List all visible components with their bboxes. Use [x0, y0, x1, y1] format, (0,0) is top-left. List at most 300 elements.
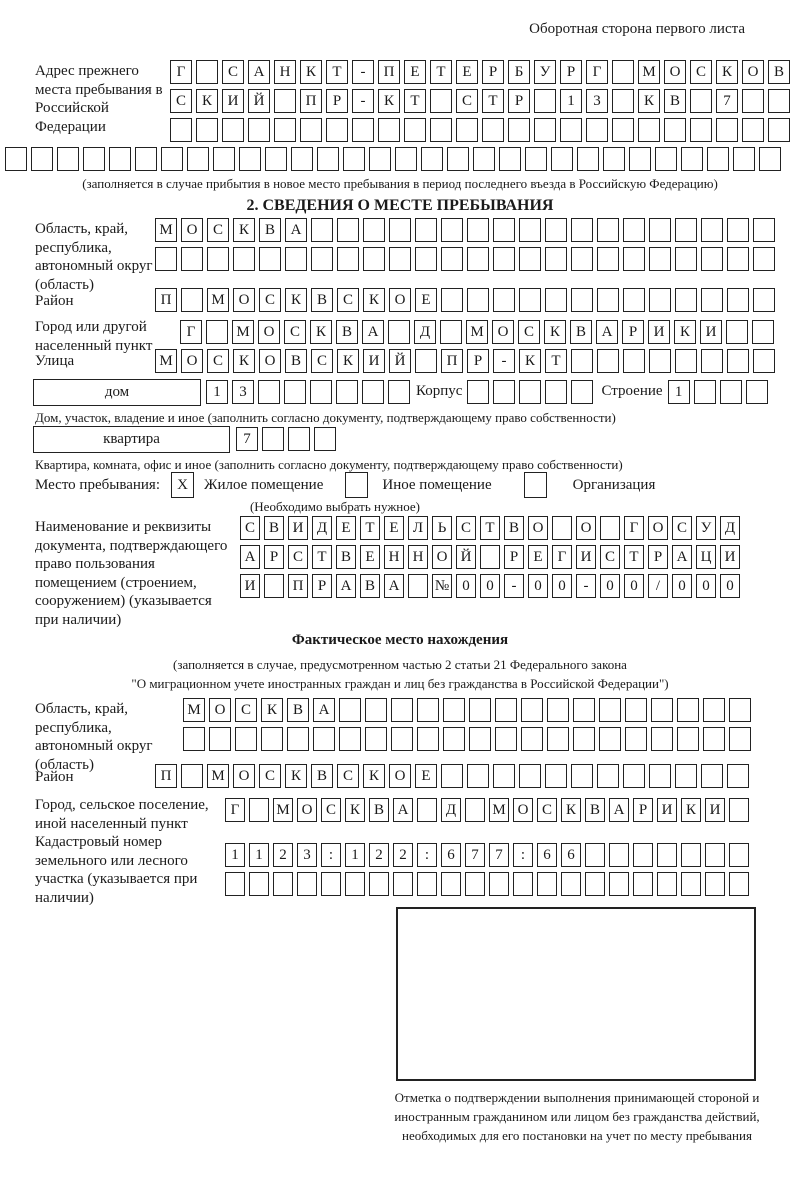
char-box[interactable]: М [183, 698, 205, 722]
char-box[interactable]: О [233, 764, 255, 788]
char-box[interactable] [441, 247, 463, 271]
char-box[interactable] [675, 247, 697, 271]
char-box[interactable]: 6 [441, 843, 461, 867]
char-box[interactable] [612, 89, 634, 113]
char-box[interactable] [623, 247, 645, 271]
char-box[interactable] [561, 872, 581, 896]
char-box[interactable] [597, 764, 619, 788]
char-box[interactable] [752, 320, 774, 344]
char-box[interactable] [83, 147, 105, 171]
char-box[interactable] [109, 147, 131, 171]
char-box[interactable]: О [528, 516, 548, 540]
char-box[interactable] [415, 349, 437, 373]
char-box[interactable] [577, 147, 599, 171]
char-box[interactable] [291, 147, 313, 171]
char-box[interactable]: О [742, 60, 764, 84]
char-box[interactable]: 0 [696, 574, 716, 598]
char-box[interactable]: А [336, 574, 356, 598]
char-box[interactable] [625, 698, 647, 722]
char-box[interactable]: 1 [225, 843, 245, 867]
char-box[interactable] [465, 872, 485, 896]
char-box[interactable]: К [363, 764, 385, 788]
char-box[interactable]: Р [504, 545, 524, 569]
char-box[interactable]: 2 [369, 843, 389, 867]
char-box[interactable]: Е [404, 60, 426, 84]
char-box[interactable] [389, 218, 411, 242]
char-box[interactable]: К [561, 798, 581, 822]
char-box[interactable] [209, 727, 231, 751]
char-box[interactable] [519, 218, 541, 242]
char-box[interactable] [649, 764, 671, 788]
char-box[interactable]: 6 [537, 843, 557, 867]
char-box[interactable] [284, 380, 306, 404]
char-box[interactable]: : [417, 843, 437, 867]
char-box[interactable] [727, 247, 749, 271]
char-box[interactable] [707, 147, 729, 171]
char-box[interactable] [482, 118, 504, 142]
char-box[interactable]: П [155, 764, 177, 788]
char-box[interactable] [495, 727, 517, 751]
char-box[interactable] [465, 798, 485, 822]
char-box[interactable]: Д [414, 320, 436, 344]
char-box[interactable]: В [570, 320, 592, 344]
char-box[interactable] [343, 147, 365, 171]
char-box[interactable] [31, 147, 53, 171]
char-box[interactable]: С [321, 798, 341, 822]
char-box[interactable]: В [768, 60, 790, 84]
char-box[interactable]: С [240, 516, 260, 540]
char-box[interactable]: 6 [561, 843, 581, 867]
char-box[interactable] [258, 380, 280, 404]
char-box[interactable]: Г [180, 320, 202, 344]
char-box[interactable]: В [504, 516, 524, 540]
char-box[interactable] [285, 247, 307, 271]
char-box[interactable] [233, 247, 255, 271]
char-box[interactable] [681, 843, 701, 867]
char-box[interactable] [690, 118, 712, 142]
char-box[interactable] [441, 288, 463, 312]
char-box[interactable]: Т [624, 545, 644, 569]
char-box[interactable]: 0 [480, 574, 500, 598]
char-box[interactable] [417, 872, 437, 896]
char-box[interactable]: И [576, 545, 596, 569]
char-box[interactable] [675, 288, 697, 312]
char-box[interactable] [391, 727, 413, 751]
char-box[interactable] [443, 698, 465, 722]
char-box[interactable]: М [155, 218, 177, 242]
char-box[interactable]: И [700, 320, 722, 344]
char-box[interactable] [694, 380, 716, 404]
char-box[interactable] [365, 727, 387, 751]
char-box[interactable]: М [207, 764, 229, 788]
char-box[interactable]: О [181, 349, 203, 373]
char-box[interactable] [649, 288, 671, 312]
char-box[interactable]: А [609, 798, 629, 822]
char-box[interactable]: И [240, 574, 260, 598]
char-box[interactable] [705, 843, 725, 867]
char-box[interactable] [388, 320, 410, 344]
char-box[interactable]: М [232, 320, 254, 344]
char-box[interactable] [701, 764, 723, 788]
char-box[interactable] [545, 288, 567, 312]
char-box[interactable] [393, 872, 413, 896]
char-box[interactable] [297, 872, 317, 896]
char-box[interactable]: Е [336, 516, 356, 540]
char-box[interactable]: С [337, 764, 359, 788]
char-box[interactable] [369, 872, 389, 896]
char-box[interactable] [248, 118, 270, 142]
char-box[interactable]: К [519, 349, 541, 373]
char-box[interactable] [675, 764, 697, 788]
char-box[interactable] [264, 574, 284, 598]
char-box[interactable] [649, 247, 671, 271]
char-box[interactable]: К [233, 218, 255, 242]
char-box[interactable] [573, 698, 595, 722]
char-box[interactable] [701, 349, 723, 373]
char-box[interactable]: 1 [249, 843, 269, 867]
char-box[interactable] [547, 727, 569, 751]
char-box[interactable]: М [155, 349, 177, 373]
char-box[interactable]: О [181, 218, 203, 242]
char-box[interactable] [467, 764, 489, 788]
char-box[interactable] [5, 147, 27, 171]
char-box[interactable]: Р [326, 89, 348, 113]
char-box[interactable] [287, 727, 309, 751]
char-box[interactable] [585, 843, 605, 867]
char-box[interactable] [493, 218, 515, 242]
char-box[interactable]: С [259, 288, 281, 312]
char-box[interactable] [249, 872, 269, 896]
char-box[interactable]: С [690, 60, 712, 84]
char-box[interactable]: Н [384, 545, 404, 569]
char-box[interactable]: И [222, 89, 244, 113]
char-box[interactable] [729, 843, 749, 867]
char-box[interactable]: Д [720, 516, 740, 540]
char-box[interactable]: 2 [393, 843, 413, 867]
char-box[interactable] [623, 764, 645, 788]
char-box[interactable] [430, 118, 452, 142]
char-box[interactable]: Т [312, 545, 332, 569]
char-box[interactable] [742, 89, 764, 113]
char-box[interactable] [705, 872, 725, 896]
char-box[interactable] [703, 727, 725, 751]
char-box[interactable] [239, 147, 261, 171]
char-box[interactable] [352, 118, 374, 142]
char-box[interactable]: А [285, 218, 307, 242]
char-box[interactable]: 2 [273, 843, 293, 867]
char-box[interactable]: Л [408, 516, 428, 540]
char-box[interactable] [408, 574, 428, 598]
char-box[interactable]: К [716, 60, 738, 84]
char-box[interactable] [314, 427, 336, 451]
char-box[interactable] [623, 218, 645, 242]
char-box[interactable]: Т [430, 60, 452, 84]
char-box[interactable] [489, 872, 509, 896]
char-box[interactable]: В [311, 764, 333, 788]
char-box[interactable] [690, 89, 712, 113]
char-box[interactable] [181, 288, 203, 312]
char-box[interactable] [629, 147, 651, 171]
char-box[interactable]: 0 [528, 574, 548, 598]
char-box[interactable]: В [287, 698, 309, 722]
char-box[interactable]: Р [648, 545, 668, 569]
char-box[interactable]: Е [415, 764, 437, 788]
char-box[interactable] [675, 349, 697, 373]
char-box[interactable]: 7 [716, 89, 738, 113]
char-box[interactable]: : [513, 843, 533, 867]
char-box[interactable] [571, 247, 593, 271]
char-box[interactable]: 1 [206, 380, 228, 404]
char-box[interactable] [310, 380, 332, 404]
char-box[interactable]: К [261, 698, 283, 722]
char-box[interactable]: П [288, 574, 308, 598]
char-box[interactable]: К [378, 89, 400, 113]
char-box[interactable]: Г [586, 60, 608, 84]
char-box[interactable]: Т [480, 516, 500, 540]
char-box[interactable]: Г [552, 545, 572, 569]
char-box[interactable] [677, 698, 699, 722]
char-box[interactable] [513, 872, 533, 896]
char-box[interactable] [753, 218, 775, 242]
char-box[interactable] [664, 118, 686, 142]
char-box[interactable]: - [352, 89, 374, 113]
char-box[interactable] [441, 218, 463, 242]
char-box[interactable]: В [585, 798, 605, 822]
char-box[interactable] [155, 247, 177, 271]
char-box[interactable]: М [207, 288, 229, 312]
char-box[interactable] [499, 147, 521, 171]
char-box[interactable] [545, 247, 567, 271]
char-box[interactable] [552, 516, 572, 540]
char-box[interactable] [729, 698, 751, 722]
char-box[interactable] [649, 218, 671, 242]
char-box[interactable]: 7 [465, 843, 485, 867]
char-box[interactable]: О [513, 798, 533, 822]
char-box[interactable]: 0 [456, 574, 476, 598]
char-box[interactable] [768, 118, 790, 142]
char-box[interactable]: В [664, 89, 686, 113]
char-box[interactable] [508, 118, 530, 142]
char-box[interactable] [703, 698, 725, 722]
char-box[interactable]: Г [170, 60, 192, 84]
char-box[interactable] [726, 320, 748, 344]
char-box[interactable]: Д [441, 798, 461, 822]
char-box[interactable] [534, 118, 556, 142]
char-box[interactable]: К [233, 349, 255, 373]
char-box[interactable]: С [170, 89, 192, 113]
char-box[interactable] [727, 288, 749, 312]
char-box[interactable] [537, 872, 557, 896]
char-box[interactable] [206, 320, 228, 344]
char-box[interactable] [480, 545, 500, 569]
char-box[interactable]: О [492, 320, 514, 344]
char-box[interactable] [249, 798, 269, 822]
char-box[interactable] [753, 349, 775, 373]
char-box[interactable]: С [222, 60, 244, 84]
char-box[interactable] [187, 147, 209, 171]
char-box[interactable] [525, 147, 547, 171]
char-box[interactable] [768, 89, 790, 113]
char-box[interactable] [443, 727, 465, 751]
char-box[interactable] [388, 380, 410, 404]
char-box[interactable]: Т [482, 89, 504, 113]
char-box[interactable]: В [369, 798, 389, 822]
char-box[interactable]: Г [225, 798, 245, 822]
char-box[interactable]: А [596, 320, 618, 344]
char-box[interactable] [300, 118, 322, 142]
char-box[interactable]: 0 [624, 574, 644, 598]
char-box[interactable]: - [493, 349, 515, 373]
char-box[interactable]: 1 [345, 843, 365, 867]
char-box[interactable] [545, 380, 567, 404]
char-box[interactable] [391, 698, 413, 722]
char-box[interactable]: С [600, 545, 620, 569]
char-box[interactable]: О [576, 516, 596, 540]
char-box[interactable] [649, 349, 671, 373]
char-box[interactable] [259, 247, 281, 271]
char-box[interactable] [321, 872, 341, 896]
char-box[interactable]: И [648, 320, 670, 344]
char-box[interactable] [417, 698, 439, 722]
char-box[interactable] [181, 247, 203, 271]
char-box[interactable]: Е [360, 545, 380, 569]
char-box[interactable]: 0 [672, 574, 692, 598]
char-box[interactable] [597, 218, 619, 242]
char-box[interactable] [441, 872, 461, 896]
char-box[interactable] [467, 218, 489, 242]
char-box[interactable] [326, 118, 348, 142]
char-box[interactable] [742, 118, 764, 142]
char-box[interactable]: В [285, 349, 307, 373]
char-box[interactable]: Р [633, 798, 653, 822]
residential-checkbox[interactable]: X [171, 472, 194, 498]
char-box[interactable] [225, 872, 245, 896]
char-box[interactable]: А [240, 545, 260, 569]
char-box[interactable] [633, 872, 653, 896]
char-box[interactable] [720, 380, 742, 404]
char-box[interactable] [521, 727, 543, 751]
char-box[interactable]: К [638, 89, 660, 113]
char-box[interactable] [519, 380, 541, 404]
char-box[interactable]: О [209, 698, 231, 722]
char-box[interactable] [612, 60, 634, 84]
char-box[interactable] [274, 118, 296, 142]
char-box[interactable]: И [657, 798, 677, 822]
char-box[interactable]: В [264, 516, 284, 540]
char-box[interactable] [417, 798, 437, 822]
char-box[interactable] [633, 843, 653, 867]
char-box[interactable] [339, 727, 361, 751]
char-box[interactable]: О [432, 545, 452, 569]
char-box[interactable] [273, 872, 293, 896]
char-box[interactable]: Т [360, 516, 380, 540]
char-box[interactable]: К [544, 320, 566, 344]
char-box[interactable]: К [285, 288, 307, 312]
char-box[interactable]: Р [560, 60, 582, 84]
char-box[interactable]: 3 [232, 380, 254, 404]
char-box[interactable]: С [207, 218, 229, 242]
char-box[interactable] [571, 288, 593, 312]
char-box[interactable] [469, 727, 491, 751]
char-box[interactable] [222, 118, 244, 142]
char-box[interactable]: О [259, 349, 281, 373]
char-box[interactable] [657, 843, 677, 867]
char-box[interactable] [753, 288, 775, 312]
char-box[interactable]: Р [312, 574, 332, 598]
char-box[interactable] [262, 427, 284, 451]
char-box[interactable] [651, 727, 673, 751]
char-box[interactable]: К [310, 320, 332, 344]
char-box[interactable]: М [466, 320, 488, 344]
char-box[interactable]: С [288, 545, 308, 569]
char-box[interactable] [729, 872, 749, 896]
char-box[interactable] [363, 218, 385, 242]
char-box[interactable]: В [336, 545, 356, 569]
char-box[interactable] [447, 147, 469, 171]
char-box[interactable] [337, 218, 359, 242]
char-box[interactable] [727, 764, 749, 788]
char-box[interactable] [288, 427, 310, 451]
char-box[interactable]: В [360, 574, 380, 598]
char-box[interactable]: В [336, 320, 358, 344]
char-box[interactable] [585, 872, 605, 896]
char-box[interactable] [467, 247, 489, 271]
char-box[interactable]: С [672, 516, 692, 540]
char-box[interactable]: 3 [297, 843, 317, 867]
char-box[interactable] [57, 147, 79, 171]
char-box[interactable]: № [432, 574, 452, 598]
char-box[interactable] [571, 349, 593, 373]
char-box[interactable] [727, 349, 749, 373]
char-box[interactable]: О [389, 764, 411, 788]
char-box[interactable] [701, 247, 723, 271]
char-box[interactable]: Г [624, 516, 644, 540]
char-box[interactable] [571, 218, 593, 242]
char-box[interactable]: Н [408, 545, 428, 569]
char-box[interactable]: И [720, 545, 740, 569]
char-box[interactable]: : [321, 843, 341, 867]
char-box[interactable]: О [233, 288, 255, 312]
char-box[interactable]: К [363, 288, 385, 312]
char-box[interactable]: Ц [696, 545, 716, 569]
char-box[interactable] [655, 147, 677, 171]
char-box[interactable] [519, 764, 541, 788]
char-box[interactable]: С [235, 698, 257, 722]
char-box[interactable] [657, 872, 677, 896]
char-box[interactable]: О [297, 798, 317, 822]
char-box[interactable] [701, 288, 723, 312]
char-box[interactable] [311, 218, 333, 242]
char-box[interactable]: 1 [668, 380, 690, 404]
char-box[interactable]: П [378, 60, 400, 84]
char-box[interactable] [389, 247, 411, 271]
char-box[interactable] [440, 320, 462, 344]
char-box[interactable]: Т [326, 60, 348, 84]
char-box[interactable]: О [258, 320, 280, 344]
char-box[interactable] [547, 698, 569, 722]
char-box[interactable]: К [674, 320, 696, 344]
char-box[interactable]: 0 [552, 574, 572, 598]
char-box[interactable] [467, 288, 489, 312]
char-box[interactable] [339, 698, 361, 722]
char-box[interactable]: У [534, 60, 556, 84]
char-box[interactable] [313, 727, 335, 751]
char-box[interactable]: М [273, 798, 293, 822]
char-box[interactable]: Ь [432, 516, 452, 540]
char-box[interactable]: С [259, 764, 281, 788]
char-box[interactable]: И [363, 349, 385, 373]
char-box[interactable]: Т [545, 349, 567, 373]
